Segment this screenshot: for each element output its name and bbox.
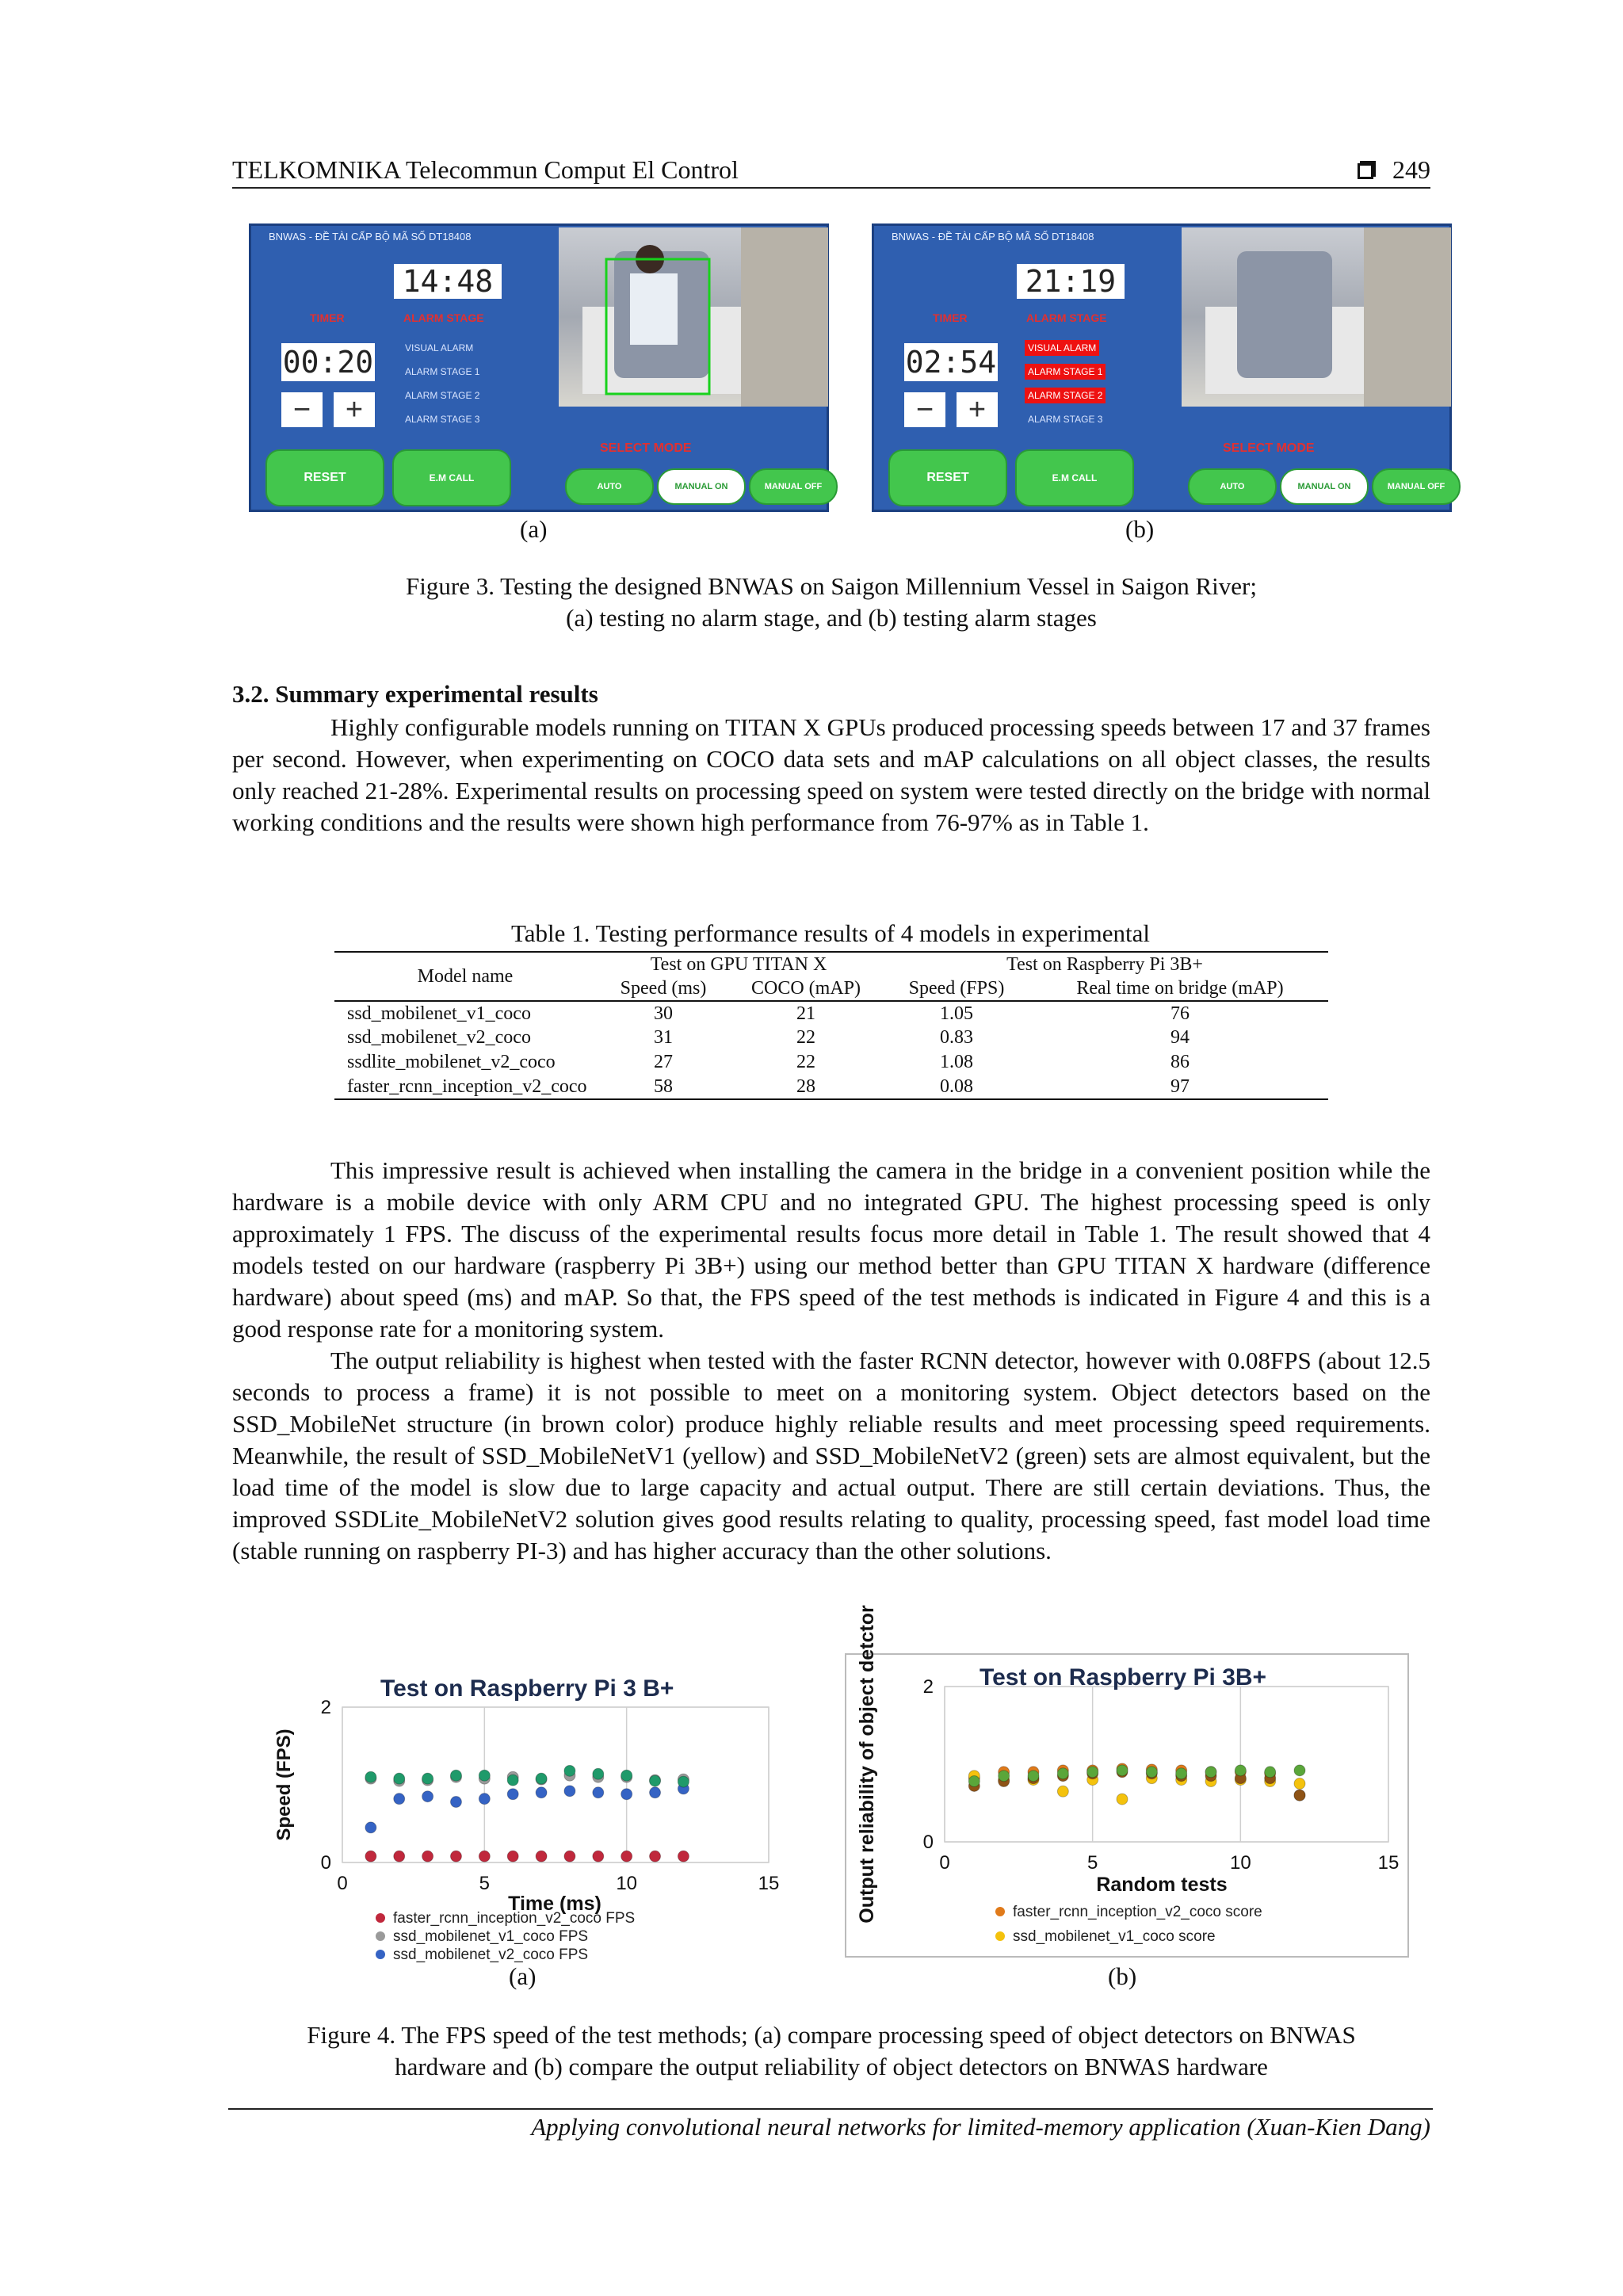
- plus-button[interactable]: +: [334, 392, 375, 427]
- alarm-stage-indicator: ALARM STAGE 3: [405, 414, 480, 425]
- figure3-caption: [232, 571, 1430, 634]
- data-point: [1057, 1768, 1068, 1779]
- data-point: [650, 1787, 661, 1798]
- chart-title: Test on Raspberry Pi 3 B+: [380, 1675, 674, 1702]
- data-point: [1235, 1765, 1246, 1776]
- data-point: [678, 1776, 689, 1787]
- data-point: [999, 1771, 1010, 1782]
- data-point: [564, 1851, 575, 1862]
- data-point: [593, 1851, 604, 1862]
- figure4-chart-b: [845, 1605, 1409, 1958]
- legend-marker: [376, 1913, 385, 1923]
- paragraph-2-text: This impressive result is achieved when installing the camera in the bridge in a convenient position while the hardware is a mobile device with only ARM CPU and no integrated GPU. The highest processing speed is only approximately 1 FPS. The discuss of the experimental results focus more detail in Table 1. The result showed that 4 models tested on our hardware (raspberry Pi 3B+) using our method better than GPU TITAN X hardware (difference hardware) about speed (ms) and mAP. So that, the FPS speed of the test methods is indicated in Figure 4 and this is a good response rate for a monitoring system.: [232, 1156, 1430, 1343]
- data-point: [1057, 1786, 1068, 1797]
- data-point: [479, 1851, 490, 1862]
- table-cell: 21: [796, 1003, 815, 1024]
- table-cell: 0.08: [881, 1075, 1032, 1099]
- figure4-label-a: (a): [509, 1962, 537, 1990]
- data-point: [621, 1789, 632, 1800]
- x-tick-label: 5: [479, 1873, 491, 1894]
- checkbox-icon: [1358, 163, 1373, 179]
- journal-name: TELKOMNIKA Telecommun Comput El Control: [232, 155, 739, 184]
- reset-button[interactable]: RESET: [265, 449, 384, 506]
- hmi-alarm-stage-label: ALARM STAGE: [403, 311, 484, 324]
- data-point: [422, 1773, 433, 1784]
- header-model-name: Model name: [334, 952, 596, 1001]
- table-cell: 0.83: [940, 1027, 973, 1048]
- data-point: [1294, 1790, 1305, 1801]
- alarm-stage-indicator: ALARM STAGE 3: [1028, 414, 1103, 425]
- camera-feed-image: [559, 227, 828, 407]
- legend-entry: ssd_mobilenet_v1_coco FPS: [393, 1928, 589, 1945]
- legend-entry: faster_rcnn_inception_v2_coco score: [1013, 1904, 1262, 1920]
- data-point: [621, 1770, 632, 1781]
- camera-scene: [1182, 227, 1451, 407]
- hmi-timer-display: 00:20: [282, 345, 374, 380]
- hmi-alarm-stage-label: ALARM STAGE: [1026, 311, 1107, 324]
- data-point: [1117, 1765, 1128, 1776]
- x-tick-label: 15: [758, 1873, 780, 1894]
- hmi-clock: 21:19: [1017, 264, 1125, 299]
- mode-button[interactable]: MANUAL OFF: [1372, 468, 1461, 505]
- table-row: [334, 1026, 1328, 1050]
- table-cell: 58: [596, 1075, 731, 1099]
- table-row: [334, 1075, 1328, 1099]
- data-point: [650, 1775, 661, 1786]
- x-tick-label: 10: [616, 1873, 638, 1894]
- table-cell: 97: [1032, 1075, 1328, 1099]
- data-point: [1205, 1767, 1216, 1778]
- header-raspberry: Test on Raspberry Pi 3B+: [881, 952, 1328, 976]
- data-point: [536, 1851, 547, 1862]
- hmi-title: BNWAS - ĐỀ TÀI CẤP BỘ MÃ SỐ DT18408: [892, 231, 1094, 243]
- y-tick-label: 0: [922, 1832, 934, 1853]
- legend-marker: [376, 1931, 385, 1941]
- table1-caption: Table 1. Testing performance results of 4 models in experimental: [510, 919, 1150, 947]
- y-tick-label: 2: [922, 1676, 934, 1698]
- mode-button[interactable]: AUTO: [1188, 468, 1277, 505]
- alarm-stage-indicator: ALARM STAGE 1: [405, 366, 480, 377]
- alarm-stage-indicator: ALARM STAGE 1: [1025, 364, 1106, 380]
- subheader-speed-ms: Speed (ms): [596, 976, 731, 1001]
- subheader-realtime-map: Real time on bridge (mAP): [1032, 976, 1328, 1001]
- data-point: [365, 1771, 376, 1782]
- data-point: [479, 1770, 490, 1781]
- x-tick-label: 0: [337, 1873, 348, 1894]
- mode-button[interactable]: AUTO: [565, 468, 654, 505]
- figure3-panel-a: [249, 223, 829, 512]
- paragraph-2: [232, 1155, 1430, 1567]
- alarm-stage-indicator: ALARM STAGE 2: [405, 390, 480, 401]
- data-point: [1294, 1778, 1305, 1790]
- data-point: [507, 1775, 518, 1786]
- data-point: [1087, 1767, 1098, 1778]
- figure3-label-b: (b): [1125, 515, 1155, 543]
- data-point: [536, 1773, 547, 1784]
- subheader-speed-fps: Speed (FPS): [881, 976, 1032, 1001]
- y-axis-label: Speed (FPS): [273, 1729, 295, 1841]
- data-point: [564, 1765, 575, 1776]
- data-point: [650, 1851, 661, 1862]
- data-point: [507, 1789, 518, 1800]
- figure4-caption-line1: Figure 4. The FPS speed of the test methods; (a) compare processing speed of object detectors on BNWAS: [307, 2021, 1356, 2049]
- table-row: [334, 1001, 1328, 1026]
- reset-button[interactable]: RESET: [888, 449, 1007, 506]
- data-point: [507, 1851, 518, 1862]
- header-gpu-titan: Test on GPU TITAN X: [596, 952, 881, 976]
- plot-area: [342, 1707, 769, 1862]
- data-point: [1294, 1765, 1305, 1776]
- legend-entry: ssd_mobilenet_v1_coco score: [1013, 1928, 1216, 1945]
- legend-marker: [995, 1931, 1005, 1941]
- table-cell: 30: [654, 1003, 673, 1024]
- minus-button[interactable]: −: [904, 392, 945, 427]
- x-axis-label: Time (ms): [508, 1893, 601, 1915]
- table-cell: 1.08: [940, 1052, 973, 1072]
- camera-scene: [559, 227, 828, 407]
- equipment-panel: [741, 227, 828, 407]
- camera-feed-image: [1182, 227, 1451, 407]
- alarm-stage-indicator: ALARM STAGE 2: [1025, 388, 1106, 403]
- hmi-timer-label: TIMER: [310, 311, 345, 324]
- em-call-button[interactable]: E.M CALL: [1015, 449, 1134, 506]
- table-cell: 94: [1170, 1027, 1190, 1048]
- data-point: [1265, 1767, 1276, 1778]
- table-cell: ssd_mobilenet_v2_coco: [347, 1027, 531, 1048]
- x-tick-label: 5: [1086, 1852, 1098, 1874]
- equipment-panel: [1364, 227, 1451, 407]
- running-title: Applying convolutional neural networks for limited-memory application (Xuan-Kien Dang): [531, 2113, 1430, 2141]
- paragraph-1-text: Highly configurable models running on TITAN X GPUs produced processing speeds between 17 and 37 frames per second. However, when experimenting on COCO data sets and mAP calculations on all object classes, the results only reached 21-28%. Experimental results on processing speed on system were tested directly on the bridge with normal working conditions and the results were shown high performance from 76-97% as in Table 1.: [232, 713, 1430, 836]
- data-point: [564, 1786, 575, 1797]
- table-cell: ssdlite_mobilenet_v2_coco: [347, 1052, 556, 1072]
- legend-marker: [995, 1907, 1005, 1916]
- x-tick-label: 10: [1229, 1852, 1251, 1874]
- data-point: [394, 1851, 405, 1862]
- data-point: [394, 1794, 405, 1805]
- hmi-timer-display: 02:54: [905, 345, 997, 380]
- table-cell: 76: [1170, 1003, 1190, 1024]
- data-point: [536, 1787, 547, 1798]
- data-point: [678, 1851, 689, 1862]
- table1: [334, 951, 1328, 1100]
- em-call-button[interactable]: E.M CALL: [392, 449, 511, 506]
- table-row: [334, 1050, 1328, 1075]
- mode-button[interactable]: MANUAL OFF: [749, 468, 838, 505]
- data-point: [450, 1851, 461, 1862]
- table-cell: faster_rcnn_inception_v2_coco: [334, 1075, 596, 1099]
- table-cell: 22: [796, 1027, 815, 1048]
- footer-rule: [228, 2108, 1433, 2110]
- page-header: [232, 155, 1430, 189]
- figure4-caption: [232, 2019, 1430, 2083]
- y-tick-label: 2: [320, 1697, 331, 1718]
- figure3-label-a: (a): [520, 515, 548, 543]
- table-cell: 86: [1170, 1052, 1190, 1072]
- table-header-row: [334, 952, 1328, 976]
- legend-entry: faster_rcnn_inception_v2_coco FPS: [393, 1910, 636, 1927]
- data-point: [422, 1851, 433, 1862]
- figure3-caption-line1: Figure 3. Testing the designed BNWAS on Saigon Millennium Vessel in Saigon River;: [406, 572, 1257, 600]
- subheader-coco-map: COCO (mAP): [731, 976, 881, 1001]
- person-body: [630, 273, 678, 345]
- data-point: [1176, 1768, 1187, 1779]
- paragraph-3-text: The output reliability is highest when tested with the faster RCNN detector, however with 0.08FPS (about 12.5 seconds to process a frame) it is not possible to meet on a monitoring system. Object detectors based on the SSD_MobileNet structure (in brown color) produce highly reliable results and meet processing speed requirements. Meanwhile, the result of SSD_MobileNetV1 (yellow) and SSD_MobileNetV2 (green) sets are almost equivalent, but the load time of the model is slow due to large capacity and actual output. There are still certain deviations. Thus, the improved SSDLite_MobileNetV2 solution gives good results relating to quality, processing speed, fast model load time (stable running on raspberry PI-3) and has higher accuracy than the other solutions.: [232, 1347, 1430, 1564]
- data-point: [394, 1773, 405, 1784]
- data-point: [479, 1794, 490, 1805]
- figure4-label-b: (b): [1108, 1962, 1137, 1990]
- data-point: [422, 1791, 433, 1802]
- data-point: [450, 1797, 461, 1808]
- figure3-panel-b: [872, 223, 1452, 512]
- figure3-caption-line2: (a) testing no alarm stage, and (b) testing alarm stages: [566, 604, 1097, 632]
- mode-button[interactable]: MANUAL ON: [1280, 468, 1369, 505]
- plus-button[interactable]: +: [957, 392, 998, 427]
- table-cell: ssd_mobilenet_v1_coco: [347, 1003, 531, 1024]
- table-cell: 28: [731, 1075, 881, 1099]
- alarm-stage-indicator: VISUAL ALARM: [405, 342, 474, 353]
- page-number-area: [1358, 155, 1430, 185]
- select-mode-label: SELECT MODE: [1223, 441, 1315, 455]
- data-point: [621, 1851, 632, 1862]
- x-tick-label: 0: [939, 1852, 950, 1874]
- table-cell: 1.05: [940, 1003, 973, 1024]
- chart-title: Test on Raspberry Pi 3B+: [980, 1664, 1267, 1690]
- select-mode-label: SELECT MODE: [600, 441, 692, 455]
- paragraph-1: [232, 712, 1430, 839]
- hmi-title: BNWAS - ĐỀ TÀI CẤP BỘ MÃ SỐ DT18408: [269, 231, 472, 243]
- hmi-clock: 14:48: [394, 264, 502, 299]
- data-point: [593, 1787, 604, 1798]
- data-point: [1028, 1771, 1039, 1782]
- figure4-caption-line2: hardware and (b) compare the output reliability of object detectors on BNWAS hardware: [395, 2053, 1268, 2080]
- legend-entry: ssd_mobilenet_v2_coco FPS: [393, 1946, 589, 1963]
- data-point: [450, 1770, 461, 1781]
- figure4-chart-a: [269, 1663, 792, 1963]
- y-axis-label: Output reliability of object detctor: [856, 1605, 878, 1924]
- minus-button[interactable]: −: [281, 392, 323, 427]
- table-cell: 31: [654, 1027, 673, 1048]
- x-axis-label: Random tests: [1096, 1874, 1228, 1896]
- data-point: [1146, 1767, 1157, 1778]
- mode-button[interactable]: MANUAL ON: [657, 468, 746, 505]
- hmi-timer-label: TIMER: [933, 311, 968, 324]
- data-point: [365, 1822, 376, 1833]
- alarm-stage-indicator: VISUAL ALARM: [1025, 340, 1099, 356]
- x-tick-label: 15: [1377, 1852, 1400, 1874]
- table-cell: 27: [654, 1052, 673, 1072]
- data-point: [1117, 1794, 1128, 1805]
- legend-marker: [376, 1950, 385, 1959]
- section-heading: 3.2. Summary experimental results: [232, 680, 598, 708]
- y-tick-label: 0: [320, 1852, 331, 1874]
- data-point: [593, 1768, 604, 1779]
- chair: [1237, 251, 1332, 378]
- data-point: [968, 1776, 980, 1787]
- page-number: 249: [1392, 155, 1430, 184]
- data-point: [365, 1851, 376, 1862]
- table-cell: 22: [796, 1052, 815, 1072]
